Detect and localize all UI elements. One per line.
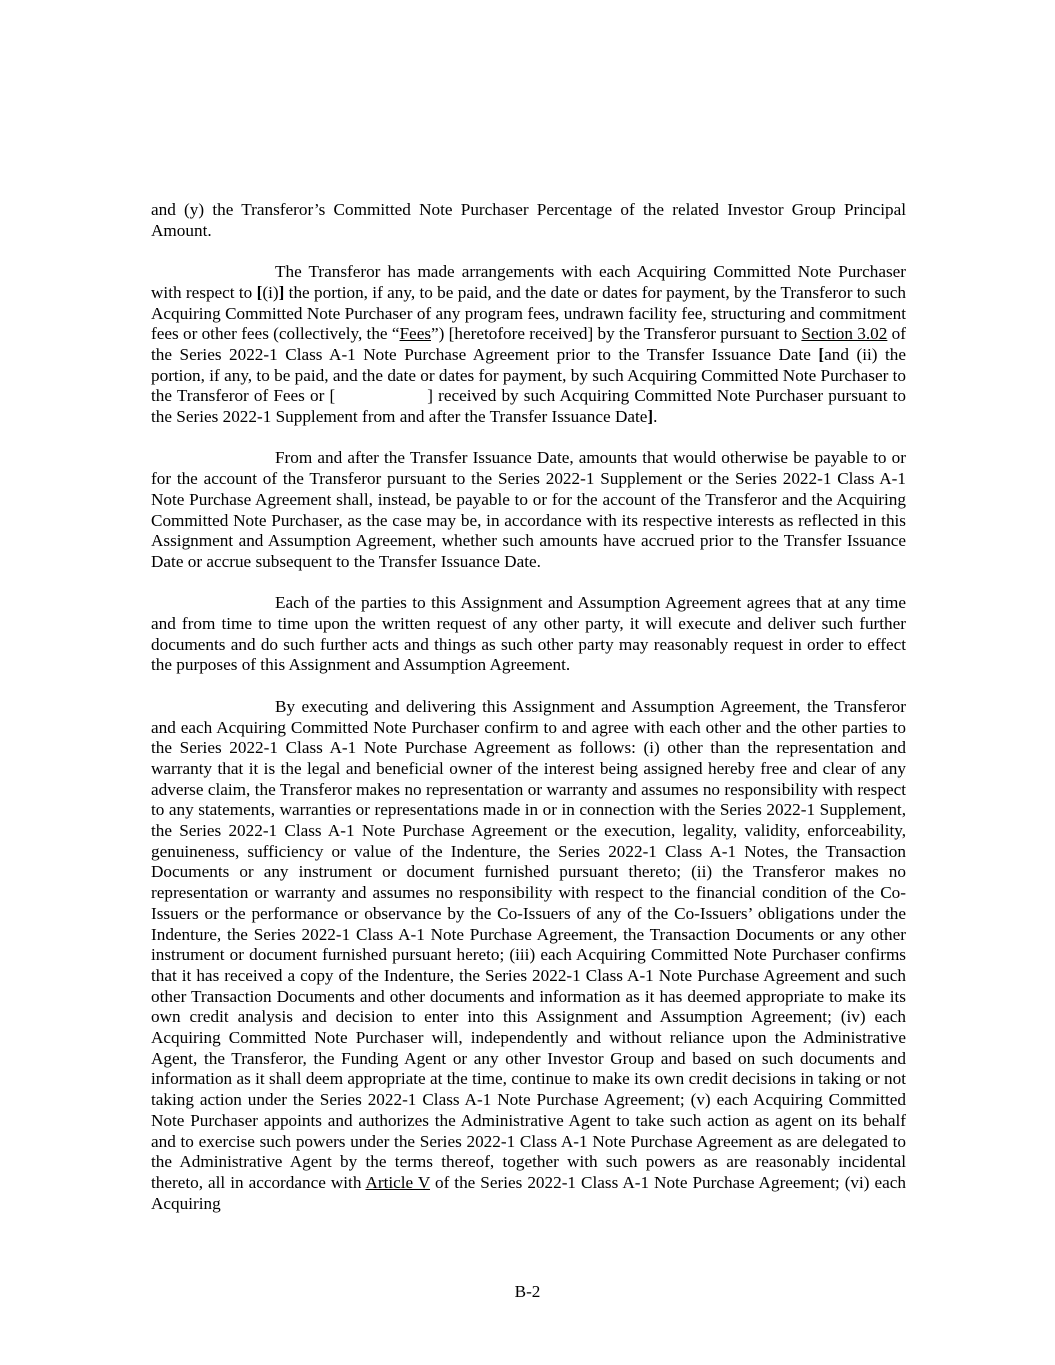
bold-bracket-close-2: ] (647, 407, 654, 427)
paragraph-fees (151, 262, 906, 428)
body-text (151, 200, 906, 1235)
paragraph-continuation (151, 200, 906, 241)
paragraph-2-item-i: (i) (262, 282, 279, 302)
paragraph-2-text-g: ] received by such Acquiring Committed Note Purchaser pursuant to the Series 2022-1 Supplement from and after the Transfer Issuance Date (151, 386, 906, 427)
paragraph-5-text-b: of the Series 2022-1 Class A-1 Note Purchase Agreement; (vi) each Acquiring (151, 1172, 906, 1213)
paragraph-2-text-d: ”) [heretofore received] by the Transferor pursuant to (431, 324, 802, 344)
paragraph-1-text: and (y) the Transferor’s Committed Note Purchaser Percentage of the related Investor Group Principal Amount. (151, 200, 906, 240)
paragraph-5-text-a: By executing and delivering this Assignment and Assumption Agreement, the Transferor and each Acquiring Committed Note Purchaser confirm to and agree with each other and the other parties to the Series 2022-1 Class A-1 Note Purchase Agreement as follows: (i) other than the representation and warranty that it is the legal and beneficial owner of the interest being assigned hereby free and clear of any adverse claim, the Transferor makes no representation or warranty and assumes no responsibility with respect to any statements, warranties or representations made in or in connection with the Series 2022-1 Supplement, the Series 2022-1 Class A-1 Note Purchase Agreement or the execution, legality, validity, enforceability, genuineness, sufficiency or value of the Indenture, the Series 2022-1 Class A-1 Notes, the Transaction Documents or any instrument or document furnished pursuant thereto; (ii) the Transferor makes no representation or warranty and assumes no responsibility with respect to the financial condition of the Co-Issuers or the performance or observance by the Co-Issuers of any of the Co-Issuers’ obligations under the Indenture, the Series 2022-1 Class A-1 Note Purchase Agreement, the Transaction Documents or any other instrument or document furnished pursuant hereto; (iii) each Acquiring Committed Note Purchaser confirms that it has received a copy of the Indenture, the Series 2022-1 Class A-1 Note Purchase Agreement and such other Transaction Documents and other documents and information as it has deemed appropriate to make its own credit analysis and decision to enter into this Assignment and Assumption Agreement; (iv) each Acquiring Committed Note Purchaser will, independently and without reliance upon the Administrative Agent, the Transferor, the Funding Agent or any other Investor Group and based on such documents and information as it shall deem appropriate at the time, continue to make its own credit decisions in taking or not taking action under the Series 2022-1 Class A-1 Note Purchase Agreement; (v) each Acquiring Committed Note Purchaser appoints and authorizes the Administrative Agent to take such action as agent on its behalf and to exercise such powers under the Series 2022-1 Class A-1 Note Purchase Agreement as are delegated to the Administrative Agent by the terms thereof, together with such powers as are reasonably incidental thereto, all in accordance with (151, 696, 906, 1192)
bold-bracket-close: ] (278, 282, 285, 302)
article-reference: Article V (365, 1172, 430, 1192)
paragraph-2-text-a: The Transferor has made arrangements with each Acquiring Committed Note Purchaser with respect to (151, 262, 906, 302)
paragraph-2-text-c: the portion, if any, to be paid, and the date or dates for payment, by the Transferor to such Acquiring Committed Note Purchaser of any program fees, undrawn facility fee, structuring and commitment fees or other fees (collectively, the “ (151, 282, 906, 344)
paragraph-2-period: . (653, 407, 658, 427)
bold-bracket-open-2: [ (818, 344, 825, 364)
section-reference: Section 3.02 (801, 324, 888, 344)
paragraph-2-text-e: of the Series 2022-1 Class A-1 Note Purchase Agreement prior to the Transfer Issuance Date (151, 324, 906, 364)
page-number: B-2 (514, 1282, 541, 1301)
paragraph-2-text-f: and (ii) the portion, if any, to be paid, and the date or dates for payment, by such Acquiring Committed Note Purchaser to the Transferor of Fees or [ (151, 344, 906, 406)
paragraph-3-text: From and after the Transfer Issuance Date, amounts that would otherwise be payable to or for the account of the Transferor pursuant to the Series 2022-1 Supplement or the Series 2022-1 Class A-1 Note Purchase Agreement shall, instead, be payable to or for the account of the Transferor and the Acquiring Committed Note Purchaser, as the case may be, in accordance with its respective interests as reflected in this Assignment and Assumption Agreement, whether such amounts have accrued prior to the Transfer Issuance Date or accrue subsequent to the Transfer Issuance Date. (151, 448, 906, 571)
paragraph-4-text: Each of the parties to this Assignment and Assumption Agreement agrees that at any time and from time to time upon the written request of any other party, it will execute and deliver such further documents and do such further acts and things as such other party may reasonably request in order to effect the purposes of this Assignment and Assumption Agreement. (151, 593, 906, 675)
fees-defined-term: Fees (399, 324, 432, 344)
bold-bracket-open: [ (256, 282, 263, 302)
paragraph-further-assurances (151, 593, 906, 676)
paragraph-payments (151, 448, 906, 572)
paragraph-confirmations (151, 697, 906, 1215)
